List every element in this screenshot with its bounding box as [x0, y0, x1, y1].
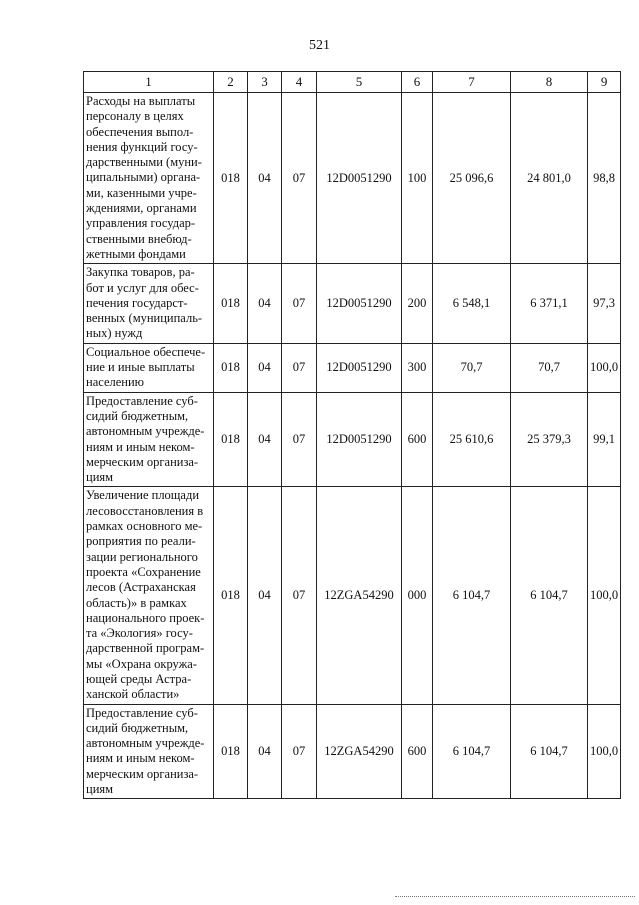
expense-description-cell [84, 704, 214, 799]
header-cell: 6 [402, 72, 433, 93]
target-article-cell: 12ZGA54290 [317, 487, 402, 704]
expense-type-cell: 100 [402, 93, 433, 264]
budget-chapter-cell: 018 [214, 264, 248, 343]
percent-cell: 100,0 [588, 704, 621, 799]
planned-amount-cell: 6 548,1 [433, 264, 511, 343]
expense-type-cell: 300 [402, 343, 433, 392]
description-line: зации регионального [86, 549, 198, 564]
description-line: область)» в рамках [86, 595, 187, 610]
planned-amount-cell: 25 610,6 [433, 392, 511, 487]
table-row [84, 704, 621, 799]
description-line: ных) нужд [86, 326, 143, 341]
section-cell: 04 [248, 264, 282, 343]
description-line: сидий бюджетным, [86, 408, 189, 423]
description-line: печения государст- [86, 295, 188, 310]
description-line: Предоставление суб- [86, 705, 198, 720]
budget-chapter-cell: 018 [214, 343, 248, 392]
percent-cell: 98,8 [588, 93, 621, 264]
description-line: обеспечения выпол- [86, 124, 194, 139]
description-line: мы «Охрана окружа- [86, 656, 197, 671]
target-article-cell: 12D0051290 [317, 392, 402, 487]
page-number: 521 [309, 38, 330, 53]
planned-amount-cell: 25 096,6 [433, 93, 511, 264]
subsection-cell: 07 [282, 264, 317, 343]
budget-chapter-cell: 018 [214, 392, 248, 487]
header-cell: 1 [84, 72, 214, 93]
budget-table [83, 71, 621, 799]
description-line: дарственной програм- [86, 641, 205, 656]
description-line: ющей среды Астра- [86, 671, 192, 686]
executed-amount-cell: 25 379,3 [511, 392, 588, 487]
subsection-cell: 07 [282, 343, 317, 392]
description-line: мерческим организа- [86, 454, 199, 469]
expense-description-cell [84, 343, 214, 392]
percent-cell: 100,0 [588, 487, 621, 704]
description-line: ждениями, органами [86, 201, 197, 216]
table-header-row [84, 72, 621, 93]
section-cell: 04 [248, 487, 282, 704]
percent-cell: 97,3 [588, 264, 621, 343]
description-line: лесов (Астраханская [86, 580, 196, 595]
header-cell: 5 [317, 72, 402, 93]
expense-description-cell [84, 93, 214, 264]
description-line: роприятия по реали- [86, 534, 196, 549]
description-line: нения функций госу- [86, 139, 198, 154]
percent-cell: 100,0 [588, 343, 621, 392]
header-cell: 2 [214, 72, 248, 93]
description-line: рамках основного ме- [86, 519, 203, 534]
description-line: Предоставление суб- [86, 393, 198, 408]
expense-type-cell: 000 [402, 487, 433, 704]
description-line: персоналу в целях [86, 109, 184, 124]
description-line: ние и иные выплаты [86, 360, 195, 375]
section-cell: 04 [248, 392, 282, 487]
description-line: ниям и иным неком- [86, 751, 195, 766]
header-cell: 8 [511, 72, 588, 93]
table-row [84, 487, 621, 704]
header-cell: 7 [433, 72, 511, 93]
description-line: венных (муниципаль- [86, 311, 203, 326]
description-line: мерческим организа- [86, 766, 199, 781]
table-row [84, 392, 621, 487]
description-line: управления государ- [86, 216, 196, 231]
table-row [84, 264, 621, 343]
budget-chapter-cell: 018 [214, 487, 248, 704]
target-article-cell: 12ZGA54290 [317, 704, 402, 799]
planned-amount-cell: 6 104,7 [433, 487, 511, 704]
footer-divider [395, 896, 635, 897]
expense-type-cell: 200 [402, 264, 433, 343]
description-line: национального проек- [86, 610, 205, 625]
description-line: ниям и иным неком- [86, 439, 195, 454]
description-line: населению [86, 375, 144, 390]
header-cell: 9 [588, 72, 621, 93]
description-line: Закупка товаров, ра- [86, 265, 195, 280]
description-line: автономным учрежде- [86, 424, 205, 439]
expense-description-cell [84, 487, 214, 704]
description-line: ственными внебюд- [86, 231, 192, 246]
subsection-cell: 07 [282, 392, 317, 487]
table-row [84, 343, 621, 392]
subsection-cell: 07 [282, 93, 317, 264]
description-line: ципальными) органа- [86, 170, 201, 185]
percent-cell: 99,1 [588, 392, 621, 487]
description-line: циям [86, 470, 114, 485]
executed-amount-cell: 24 801,0 [511, 93, 588, 264]
description-line: циям [86, 782, 114, 797]
description-line: та «Экология» госу- [86, 626, 193, 641]
description-line: бот и услуг для обес- [86, 280, 199, 295]
expense-type-cell: 600 [402, 704, 433, 799]
executed-amount-cell: 6 104,7 [511, 704, 588, 799]
planned-amount-cell: 6 104,7 [433, 704, 511, 799]
section-cell: 04 [248, 704, 282, 799]
header-cell: 3 [248, 72, 282, 93]
description-line: проекта «Сохранение [86, 564, 201, 579]
description-line: ханской области» [86, 687, 180, 702]
budget-chapter-cell: 018 [214, 704, 248, 799]
description-line: ми, казенными учре- [86, 185, 197, 200]
expense-type-cell: 600 [402, 392, 433, 487]
target-article-cell: 12D0051290 [317, 343, 402, 392]
description-line: Увеличение площади [86, 488, 200, 503]
subsection-cell: 07 [282, 487, 317, 704]
section-cell: 04 [248, 93, 282, 264]
expense-description-cell [84, 264, 214, 343]
description-line: жетными фондами [86, 246, 186, 261]
target-article-cell: 12D0051290 [317, 264, 402, 343]
header-cell: 4 [282, 72, 317, 93]
executed-amount-cell: 6 104,7 [511, 487, 588, 704]
executed-amount-cell: 70,7 [511, 343, 588, 392]
description-line: сидий бюджетным, [86, 720, 189, 735]
executed-amount-cell: 6 371,1 [511, 264, 588, 343]
description-line: Социальное обеспече- [86, 344, 206, 359]
table-row [84, 93, 621, 264]
section-cell: 04 [248, 343, 282, 392]
budget-chapter-cell: 018 [214, 93, 248, 264]
description-line: лесовосстановления в [86, 503, 204, 518]
target-article-cell: 12D0051290 [317, 93, 402, 264]
description-line: дарственными (муни- [86, 155, 202, 170]
expense-description-cell [84, 392, 214, 487]
planned-amount-cell: 70,7 [433, 343, 511, 392]
description-line: автономным учрежде- [86, 736, 205, 751]
subsection-cell: 07 [282, 704, 317, 799]
description-line: Расходы на выплаты [86, 94, 196, 108]
